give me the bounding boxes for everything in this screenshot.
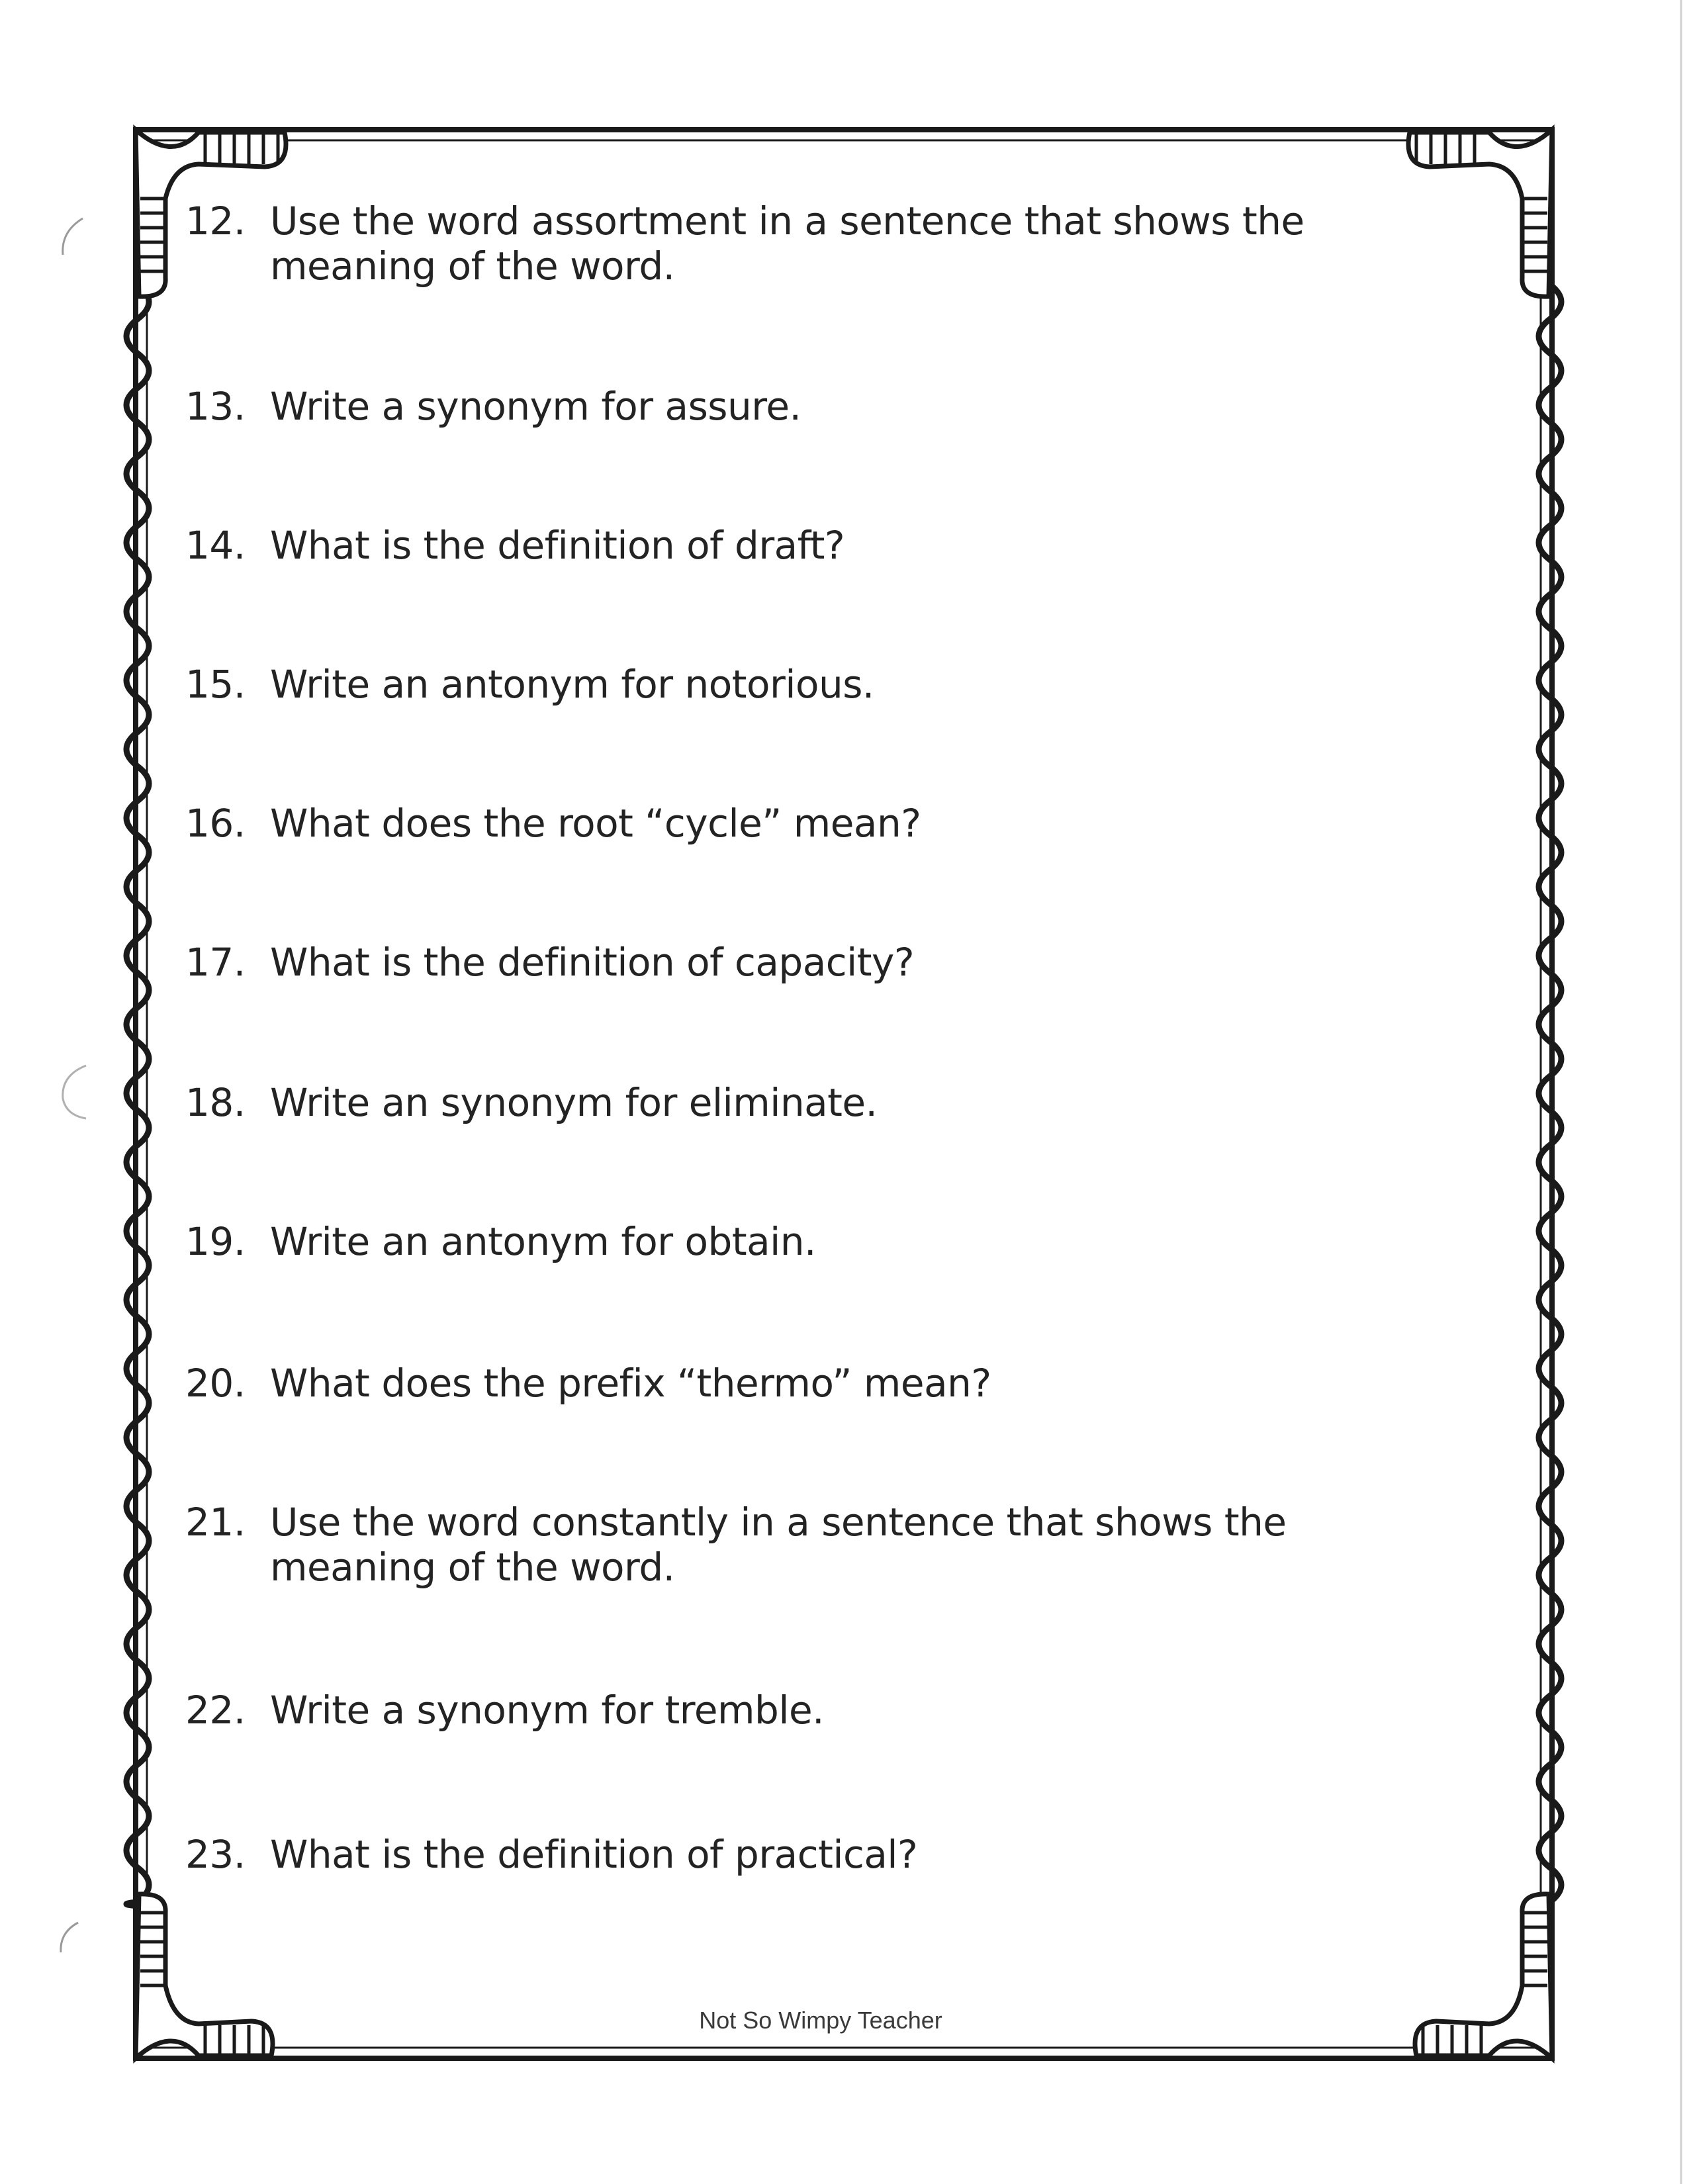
question-text: Write an synonym for eliminate. bbox=[270, 1080, 878, 1125]
question-text: What is the definition of capacity? bbox=[270, 940, 915, 985]
question-text: What does the prefix “thermo” mean? bbox=[270, 1361, 991, 1406]
question-number: 23. bbox=[185, 1832, 246, 1877]
question-number: 13. bbox=[185, 384, 246, 429]
question-text: Use the word assortment in a sentence that shows the meaning of the word. bbox=[270, 199, 1304, 289]
question-number: 16. bbox=[185, 801, 246, 846]
corner-ornament-bottom-right bbox=[1415, 1894, 1552, 2058]
question-text: What is the definition of practical? bbox=[270, 1832, 918, 1877]
binder-hole-top bbox=[63, 218, 83, 255]
question-text: Use the word constantly in a sentence that shows the meaning of the word. bbox=[270, 1500, 1287, 1590]
question-number: 19. bbox=[185, 1219, 246, 1264]
footer-credit: Not So Wimpy Teacher bbox=[699, 2007, 942, 2034]
question-text: What is the definition of draft? bbox=[270, 523, 845, 568]
question-number: 22. bbox=[185, 1688, 246, 1733]
question-text: Write an antonym for notorious. bbox=[270, 662, 874, 707]
question-number: 20. bbox=[185, 1361, 246, 1406]
question-number: 21. bbox=[185, 1500, 246, 1545]
question-number: 14. bbox=[185, 523, 246, 568]
question-text: Write a synonym for tremble. bbox=[270, 1688, 825, 1733]
binder-hole-middle bbox=[63, 1066, 86, 1118]
question-text: What does the root “cycle” mean? bbox=[270, 801, 921, 846]
question-number: 15. bbox=[185, 662, 246, 707]
question-text: Write a synonym for assure. bbox=[270, 384, 801, 429]
binder-hole-bottom bbox=[61, 1923, 78, 1952]
question-text: Write an antonym for obtain. bbox=[270, 1219, 816, 1264]
question-number: 12. bbox=[185, 199, 246, 244]
question-number: 18. bbox=[185, 1080, 246, 1125]
question-number: 17. bbox=[185, 940, 246, 985]
